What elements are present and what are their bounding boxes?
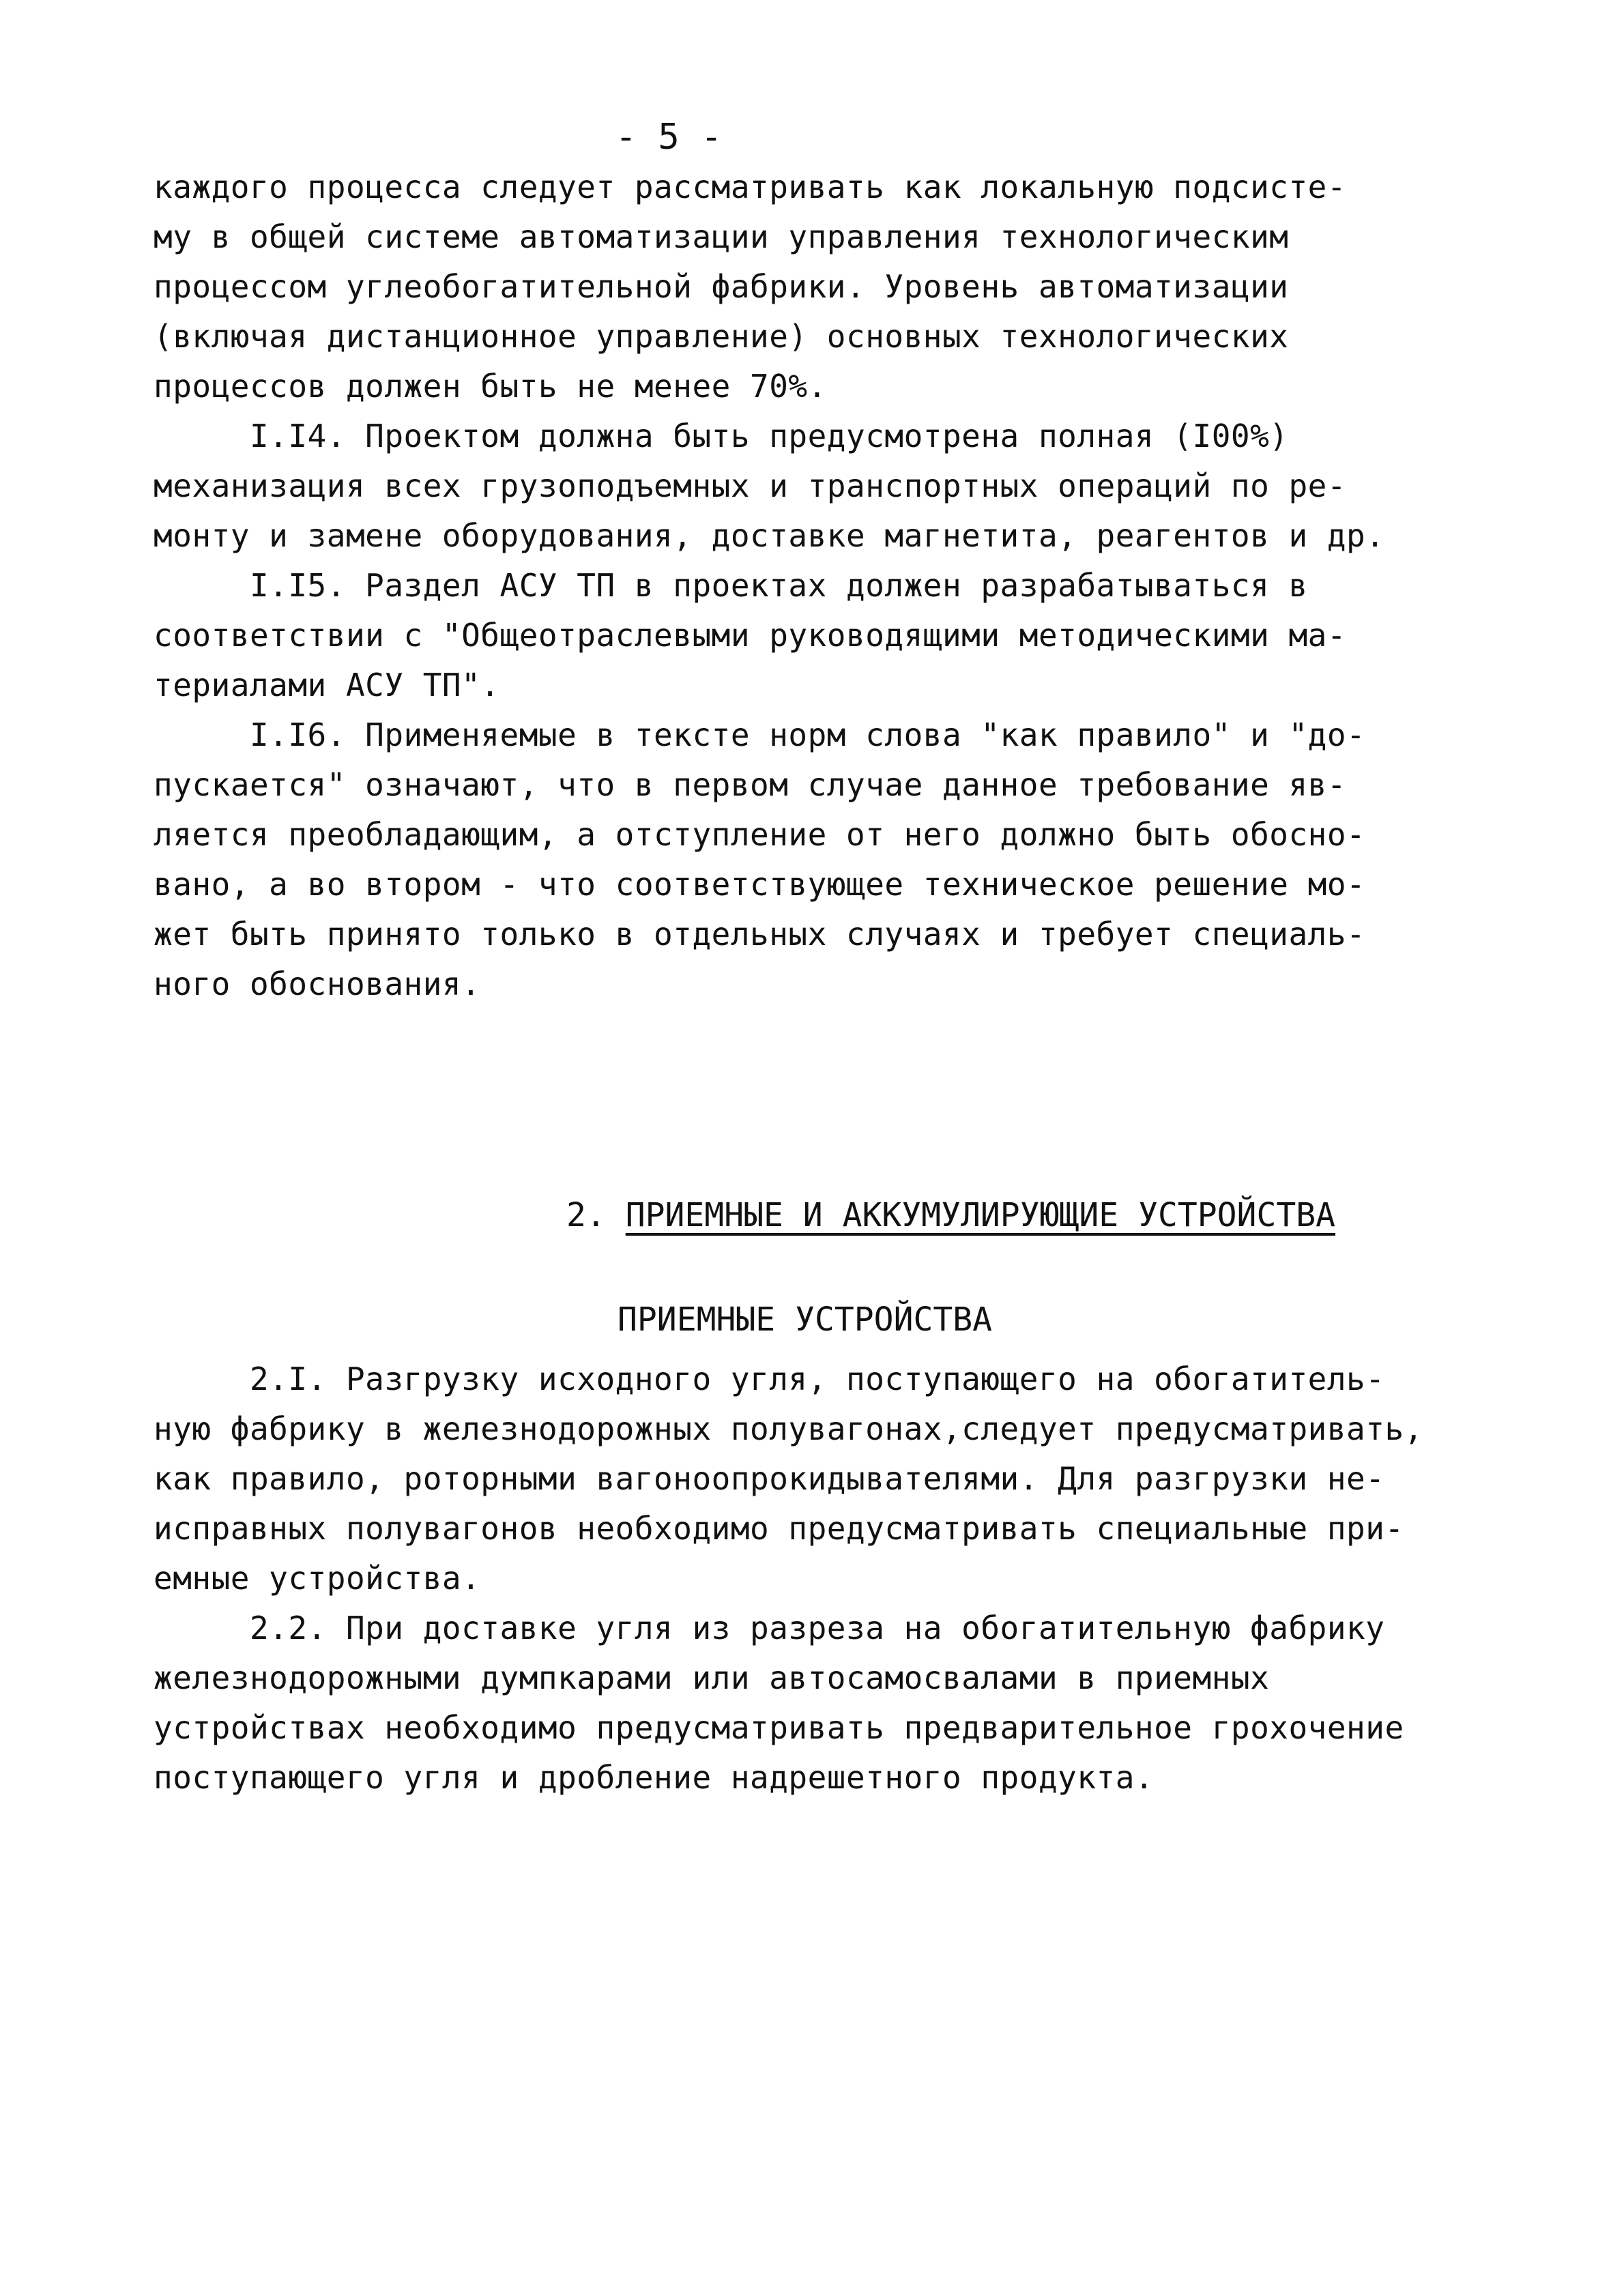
text-line: емные устройства. — [154, 1560, 481, 1597]
text-line: вано, а во втором - что соответствующее техническое решение мо- — [154, 866, 1366, 903]
page-number: - 5 - — [615, 117, 723, 158]
text-line: железнодорожными думпкарами или автосамосвалами в приемных — [154, 1659, 1270, 1696]
text-line: исправных полувагонов необходимо предусматривать специальные при- — [154, 1510, 1404, 1547]
text-line: каждого процесса следует рассматривать как локальную подсисте- — [154, 169, 1347, 205]
paragraph-1-16-start: I.I6. Применяемые в тексте норм слова "как правило" и "до- — [154, 716, 1366, 753]
text-line: поступающего угля и дробление надрешетного продукта. — [154, 1759, 1155, 1796]
subsection-heading: ПРИЕМНЫЕ УСТРОЙСТВА — [618, 1300, 993, 1339]
text-line: соответствии с "Общеотраслевыми руководящими методическими ма- — [154, 617, 1347, 654]
section-text — [154, 1354, 1491, 1803]
text-line: териалами АСУ ТП". — [154, 667, 500, 703]
text-line: механизация всех грузоподъемных и транспортных операций по ре- — [154, 467, 1347, 504]
text-line: пускается" означают, что в первом случае данное требование яв- — [154, 766, 1347, 803]
text-line: ляется преобладающим, а отступление от него должно быть обосно- — [154, 816, 1366, 853]
paragraph-2-2-start: 2.2. При доставке угля из разреза на обогатительную фабрику — [154, 1610, 1385, 1646]
section-title: ПРИЕМНЫЕ И АККУМУЛИРУЮЩИЕ УСТРОЙСТВА — [625, 1196, 1336, 1234]
text-line: жет быть принято только в отдельных случаях и требует специаль- — [154, 916, 1366, 953]
section-heading — [566, 1191, 1453, 1240]
paragraph-1-14-start: I.I4. Проектом должна быть предусмотрена полная (I00%) — [154, 418, 1289, 454]
text-line: му в общей системе автоматизации управления технологическим — [154, 218, 1289, 255]
text-line: монту и замене оборудования, доставке магнетита, реагентов и др. — [154, 517, 1385, 554]
text-line: устройствах необходимо предусматривать предварительное грохочение — [154, 1709, 1404, 1746]
text-line: как правило, роторными вагоноопрокидывателями. Для разгрузки не- — [154, 1460, 1385, 1497]
paragraph-2-1-start: 2.I. Разгрузку исходного угля, поступающего на обогатитель- — [154, 1361, 1385, 1397]
text-line: процессом углеобогатительной фабрики. Уровень автоматизации — [154, 268, 1289, 305]
text-line: ного обоснования. — [154, 965, 481, 1002]
text-line: ную фабрику в железнодорожных полувагонах,следует предусматривать, — [154, 1410, 1423, 1447]
text-line: процессов должен быть не менее 70%. — [154, 368, 827, 405]
text-line: (включая дистанционное управление) основных технологических — [154, 318, 1289, 355]
intro-text — [154, 162, 1491, 1009]
section-number: 2. — [566, 1196, 606, 1234]
paragraph-1-15-start: I.I5. Раздел АСУ ТП в проектах должен разрабатываться в — [154, 567, 1308, 604]
